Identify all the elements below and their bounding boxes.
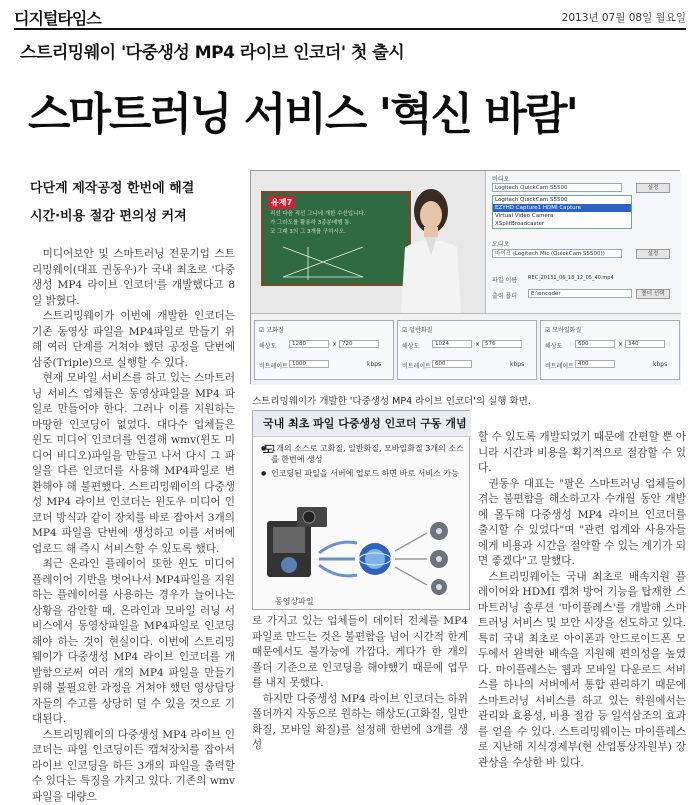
file-name-label: 파일 이름 [492, 275, 517, 284]
board-line: 가 그라도를 활용하 3종분배행 통. [270, 219, 400, 228]
headline: 스마트러닝 서비스 '혁신 바람' [28, 78, 577, 142]
encoder-box-mobile [540, 320, 680, 380]
video-device-select[interactable]: Logitech QuickCam S5500 [492, 183, 622, 192]
paragraph: 스트리밍웨이는 국내 최초로 배속지원 플레이어와 HDMI 캡쳐 방어 기능을 탑재한 스마트러닝 솔루션 '마이플레스'를 개발해 스마트러닝 서비스 및 보안 시장을 선도하고 있다. 특히 국내 최초로 아이폰과 안드로이드폰 모두에서 완벽한 배속을 지원해 편의성을 높였다. 마이플레스는 웹과 모바일 다운로드 서비스를 하나의 서버에서 통합 관리하기 때문에 스마트러닝 서비스를 하고 있는 학원에서는 관리와 효용성, 비용 절감 등 일석삼조의 효과를 얻을 수 있다. 스트리밍웨이는 마이플레스로 지난해 지식경제부(현 산업통상자원부) 장관상을 수상한 바 있다. [478, 570, 686, 772]
bitrate-unit: kbps [510, 361, 524, 368]
deck [30, 175, 194, 231]
encoder-box-normal [397, 320, 537, 380]
bitrate-unit: kbps [653, 361, 667, 368]
encoder-check-label: 일반화질 [409, 327, 432, 334]
chalkboard [261, 191, 411, 286]
device-dropdown[interactable] [492, 195, 632, 229]
width-field[interactable]: 1024 [432, 340, 472, 348]
width-field[interactable]: 1280 [289, 340, 329, 348]
paragraph: 현재 모바일 서비스를 하고 있는 스마트러닝 서비스 업체들은 동영상파일을 MP4 파일로 만들어야 한다. 그러나 이를 지원하는 마땅한 인코딩이 없었다. 대다수 업체들은 윈도 미디어 인코더를 연결해 wmv(윈도 미디어 비디오)파일을 만들고 나서 다시 그 파일을 다른 인코더를 사용해 MP4파일로 변환해야 해 불편했다. 스트리밍웨이의 다중생성 MP4 라이브 인코더는 윈도우 미디어 인코더 방식과 같이 장치를 바로 잡아서 3개의 MP4 파일을 단번에 생성하고 이를 서버에 업로드 해 즉시 서비스할 수 있도록 했다. [32, 371, 235, 557]
browse-button[interactable]: 폴더 선택 [636, 289, 670, 299]
photo-caption: 스트리밍웨이가 개발한 '다중생성 MP4 라이브 인코더'의 실행 화면. [252, 393, 531, 407]
resolution-label: 해상도 [545, 341, 562, 350]
diagram-bullets [261, 443, 466, 482]
settings-panel [485, 171, 681, 313]
board-text [270, 210, 400, 237]
deck-line: 다단계 제작공정 한번에 해결 [30, 175, 194, 203]
paragraph: 권동우 대표는 "팔은 스마트러닝 업체들이 겪는 불편함을 해소하고자 수개월 동안 개발에 몰두해 다중생성 MP4 라이브 인코더를 출시할 수 있었다"며 "관련 업계와 사용자들에게 비용과 시간을 절약할 수 있는 계기가 되면 좋겠다"고 말했다. [478, 477, 686, 570]
bitrate-label: 비트레이트 [545, 361, 574, 370]
encoder-check[interactable]: ☑ 모바일화질 [545, 325, 581, 334]
audio-label: 오디오 [492, 239, 509, 248]
bitrate-label: 비트레이트 [259, 361, 288, 370]
video-label: 비디오 [492, 174, 509, 183]
width-field[interactable]: 600 [575, 340, 615, 348]
paragraph: 미디어보안 및 스마트러닝 전문기업 스트리밍웨이(대표 권동우)가 국내 최초로 '다중생성 MP4 라이브 인코더'를 개발했다고 8일 밝혔다. [32, 247, 235, 309]
encoder-settings-row [251, 313, 681, 385]
encoder-globe-icon [359, 543, 391, 575]
dropdown-option[interactable]: Logitech QuickCam S5500 [493, 196, 631, 204]
times-sign: × [475, 341, 480, 348]
set-button[interactable]: 설정 [636, 249, 670, 259]
height-field[interactable]: 576 [482, 340, 522, 348]
bitrate-field[interactable]: 1000 [289, 360, 329, 368]
encoder-check-label: 고화질 [266, 327, 283, 334]
masthead: 디지털타임스 [14, 6, 101, 29]
times-sign: × [618, 341, 623, 348]
height-field[interactable]: 720 [339, 340, 379, 348]
encoder-screenshot [250, 170, 680, 384]
paragraph: 최근 온라인 플레이어 또한 윈도 미디어 플레이어 기반을 벗어나서 MP4파일을 지원하는 플레이어를 사용하는 경우가 늘어나는 상황을 감안할 때, 온라인과 모바일 러닝 서비스에서 동영상파일을 MP4파일로 인코딩 해야 하는 것이 현실이다. 이번에 스트리밍웨이가 다중생성 MP4 라이브 인코더를 개발함으로써 여러 개의 MP4 파일을 만들기 위해 불필요한 과정을 거쳐야 했던 영상담당자들의 수고를 상당히 덜 수 있을 것으로 기대된다. [32, 557, 235, 728]
lesson-chip: 유제7 [268, 196, 295, 209]
video-preview [251, 171, 485, 313]
paragraph: 스트리밍웨이의 다중생성 MP4 라이브 인코더는 파일 인코딩이든 캡쳐장치를 잡아서 라이브 인코딩을 하든 3개의 파일을 출력할 수 있다는 특징을 가지고 있다. 기존의 wmv파일을 대량으 [32, 728, 235, 805]
diagram-bullet: ● 인코딩된 파일을 서버에 업로드 하면 바로 서비스 가능 [261, 468, 466, 479]
encoder-check-label: 모바일화질 [552, 327, 581, 334]
board-line: 코 그래 3의 그 3개를 구하시오. [270, 228, 400, 237]
output-folder-field[interactable]: E:\encoder [528, 289, 632, 298]
times-sign: × [332, 341, 337, 348]
set-button[interactable]: 설정 [636, 183, 670, 193]
dateline: 2013년 07월 08일 월요일 [562, 10, 686, 25]
arrow-icon [319, 542, 357, 576]
resolution-label: 해상도 [259, 341, 276, 350]
diagram-title: 국내 최초 파일 다중생성 인코더 구동 개념도 [253, 411, 471, 437]
encoder-check[interactable]: ☑ 고화질 [259, 325, 284, 334]
dropdown-option[interactable]: XSplitBroadcaster [493, 220, 631, 228]
diagram-bullet: ● 1개의 소스로 고화질, 일반화질, 모바일화질 3개의 소스를 한번에 생성 [261, 443, 466, 465]
file-name-value: REC_20131_06_18_12_05_40.mp4 [528, 275, 614, 281]
bitrate-unit: kbps [367, 361, 381, 368]
bitrate-field[interactable]: 600 [432, 360, 472, 368]
bitrate-field[interactable]: 400 [575, 360, 615, 368]
board-diagram [278, 242, 368, 282]
dropdown-option[interactable]: Virtual Video Camera [493, 212, 631, 220]
source-label: 동영상파일 [275, 596, 314, 607]
board-line: 직선 다음 직선 그니네 개한 수선입니다. [270, 210, 400, 219]
encoder-check[interactable]: ☑ 일반화질 [402, 325, 432, 334]
output-folder-label: 출력 폴더 [492, 291, 517, 300]
deck-line: 시간·비용 절감 편의성 커져 [30, 203, 194, 231]
encoder-box-high [254, 320, 394, 380]
teacher-figure [391, 185, 471, 313]
body-column-1 [32, 247, 235, 753]
subheadline: 스트리밍웨이 '다중생성 MP4 라이브 인코더' 첫 출시 [20, 38, 404, 63]
top-rule [14, 28, 686, 30]
body-column-3 [478, 430, 686, 760]
body-column-2 [252, 614, 468, 759]
concept-diagram [252, 410, 470, 610]
dropdown-option-selected[interactable]: EZYHD Capture1 HDMI Capture [493, 204, 631, 212]
bitrate-label: 비트레이트 [402, 361, 431, 370]
paragraph: 스트리밍웨이가 이번에 개발한 인코더는 기존 동영상 파일을 MP4파일로 만들기 위해 여러 단계를 거쳐야 했던 공정을 단번에 삼중(Triple)으로 실행할 수 있다. [32, 309, 235, 371]
video-file-icon [267, 507, 327, 577]
height-field[interactable]: 340 [625, 340, 665, 348]
paragraph: 하지만 다중생성 MP4 라이브 인코더는 하위 폴더까지 자동으로 원하는 해상도(고화질, 일반화질, 모바일 화질)를 설정해 한번에 3개를 생성 [252, 692, 468, 754]
audio-device-select[interactable]: 마이크 (Logitech Mic (QuickCam S5500)) [492, 249, 622, 258]
output-disc-icons [395, 522, 448, 595]
paragraph: 로 가지고 있는 업체들이 데이터 전체를 MP4파일로 만드는 것은 불편함을 넘어 시간적 한계 때문에서도 불가능에 가깝다. 게다가 한 개의 폴더 기준으로 인코딩을 해야했기 때문에 업무를 내지 못했다. [252, 614, 468, 692]
diagram-graphic [257, 499, 467, 595]
paragraph: 할 수 있도록 개발되었기 때문에 간편할 뿐 아니라 시간과 비용을 획기적으로 절감할 수 있다. [478, 430, 686, 477]
resolution-label: 해상도 [402, 341, 419, 350]
